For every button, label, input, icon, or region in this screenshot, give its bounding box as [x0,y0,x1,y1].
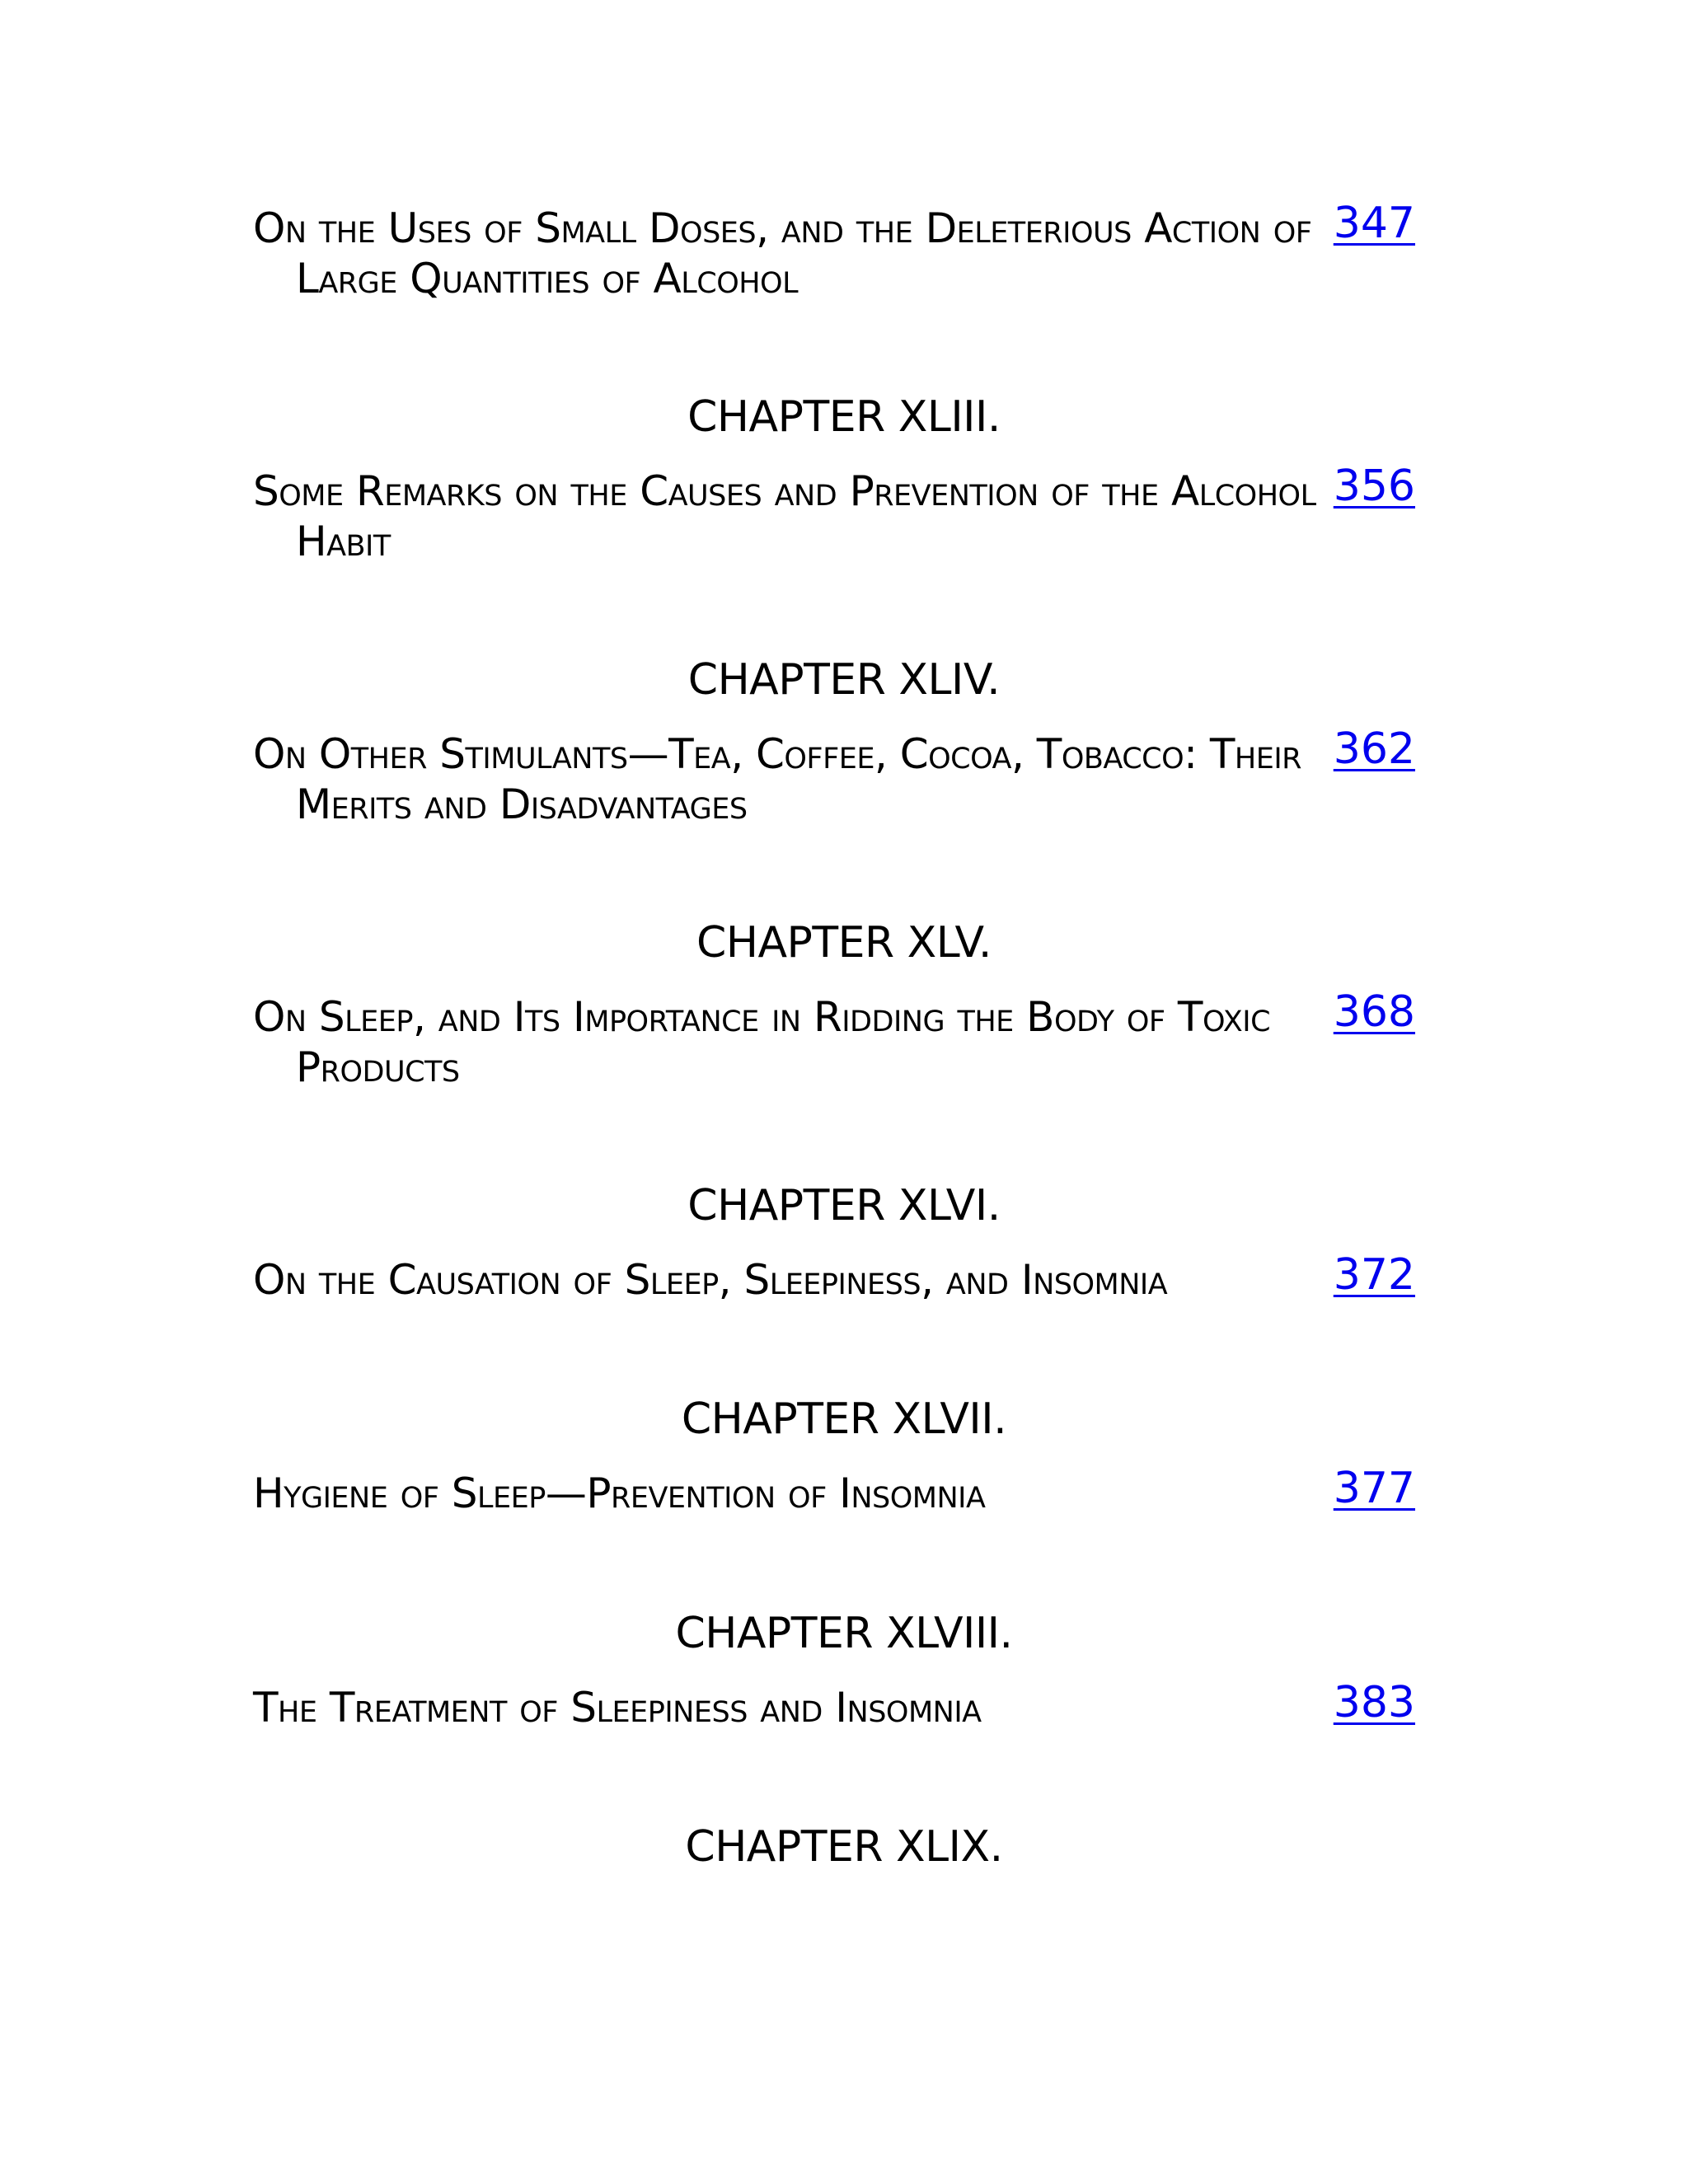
chapter-heading: CHAPTER XLIV. [687,655,1001,705]
page-number-link[interactable]: 383 [1333,1678,1415,1727]
chapter-heading: CHAPTER XLIX. [685,1822,1003,1872]
toc-entry-title: On Other Stimulants—Tea, Coffee, Cocoa, Tobacco: Their Merits and Disadvantages [253,730,1301,828]
chapter-heading: CHAPTER XLV. [696,918,992,968]
page-number-link[interactable]: 377 [1333,1464,1415,1513]
toc-entry-title: Some Remarks on the Causes and Prevention of the Alcohol Habit [253,467,1316,565]
page-number-link[interactable]: 368 [1333,987,1415,1037]
toc-entry-title: The Treatment of Sleepiness and Insomnia [253,1684,982,1732]
page-number-link[interactable]: 362 [1333,724,1415,774]
page-number-link[interactable]: 372 [1333,1250,1415,1300]
chapter-heading: CHAPTER XLIII. [687,392,1001,442]
page-number-link[interactable]: 347 [1333,199,1415,248]
chapter-heading: CHAPTER XLVII. [681,1394,1007,1444]
toc-entry-title: On Sleep, and Its Importance in Ridding the Body of Toxic Products [253,993,1271,1091]
toc-entry-title: On the Uses of Small Doses, and the Deleterious Action of Large Quantities of Alcohol [253,204,1312,302]
toc-entry-title: Hygiene of Sleep—Prevention of Insomnia [253,1469,986,1517]
chapter-heading: CHAPTER XLVI. [687,1181,1001,1230]
toc-entry-title: On the Causation of Sleep, Sleepiness, and Insomnia [253,1256,1168,1304]
chapter-heading: CHAPTER XLVIII. [675,1609,1013,1658]
page-number-link[interactable]: 356 [1333,462,1415,511]
